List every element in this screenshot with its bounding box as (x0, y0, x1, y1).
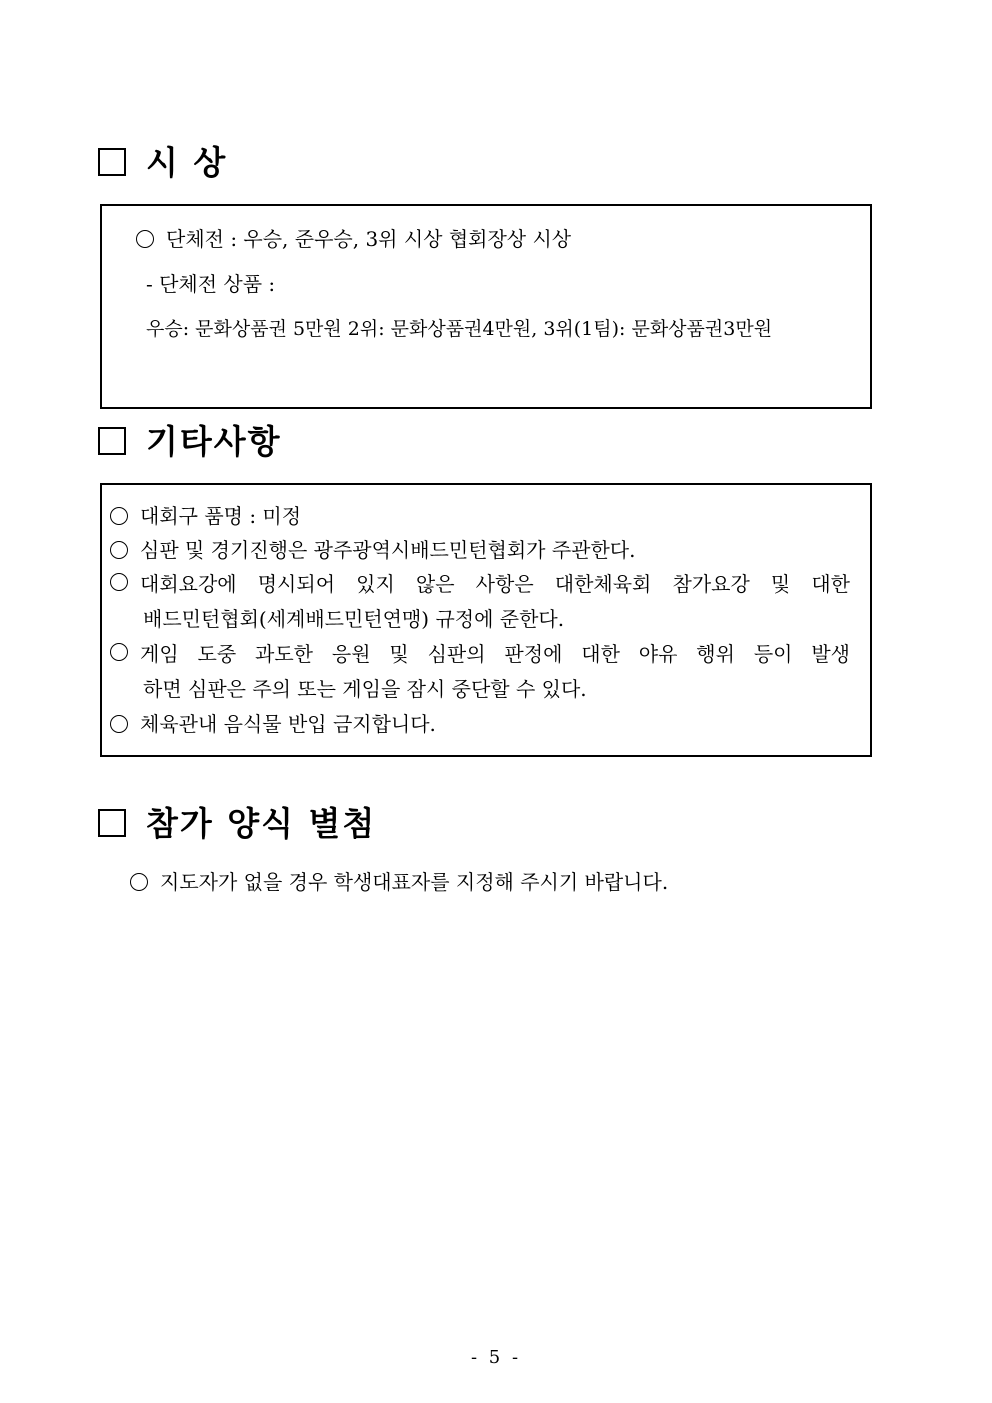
square-bullet-icon (98, 809, 126, 837)
circle-bullet-icon (110, 507, 128, 525)
form-section-heading (98, 804, 376, 844)
misc-section-heading (98, 422, 282, 462)
square-bullet-icon (98, 427, 126, 455)
circle-bullet-icon (130, 873, 148, 891)
misc-item-cheering-cont: 하면 심판은 주의 또는 게임을 잠시 중단할 수 있다. (143, 677, 587, 701)
misc-item-goods: 대회구 품명 : 미정 (110, 502, 301, 530)
misc-item-referee: 심판 및 경기진행은 광주광역시배드민턴협회가 주관한다. (110, 536, 635, 564)
form-item-representative: 지도자가 없을 경우 학생대표자를 지정해 주시기 바랍니다. (130, 868, 668, 896)
page-number: - 5 - (470, 1347, 522, 1368)
form-heading-text: 참가 양식 별첨 (146, 804, 377, 843)
award-heading-text: 시 상 (146, 143, 228, 182)
circle-bullet-icon (110, 715, 128, 733)
square-bullet-icon (98, 148, 126, 176)
award-section-heading (98, 143, 227, 183)
award-item-prize-detail: 우승: 문화상품권 5만원 2위: 문화상품권4만원, 3위(1팀): 문화상품권3만원 (146, 318, 773, 340)
misc-item-cheering: 게임 도중 과도한 응원 및 심판의 판정에 대한 야유 행위 등이 발생 (110, 640, 850, 668)
circle-bullet-icon (110, 573, 128, 591)
misc-item-rules-cont: 배드민턴협회(세계배드민턴연맹) 규정에 준한다. (143, 607, 565, 631)
circle-bullet-icon (136, 230, 154, 248)
circle-bullet-icon (110, 643, 128, 661)
misc-heading-text: 기타사항 (146, 422, 282, 461)
award-item-team: 단체전 : 우승, 준우승, 3위 시상 협회장상 시상 (136, 225, 571, 253)
circle-bullet-icon (110, 541, 128, 559)
misc-item-food: 체육관내 음식물 반입 금지합니다. (110, 710, 436, 738)
award-item-prize-label: - 단체전 상품 : (146, 272, 276, 296)
misc-item-rules: 대회요강에 명시되어 있지 않은 사항은 대한체육회 참가요강 및 대한 (110, 570, 850, 598)
